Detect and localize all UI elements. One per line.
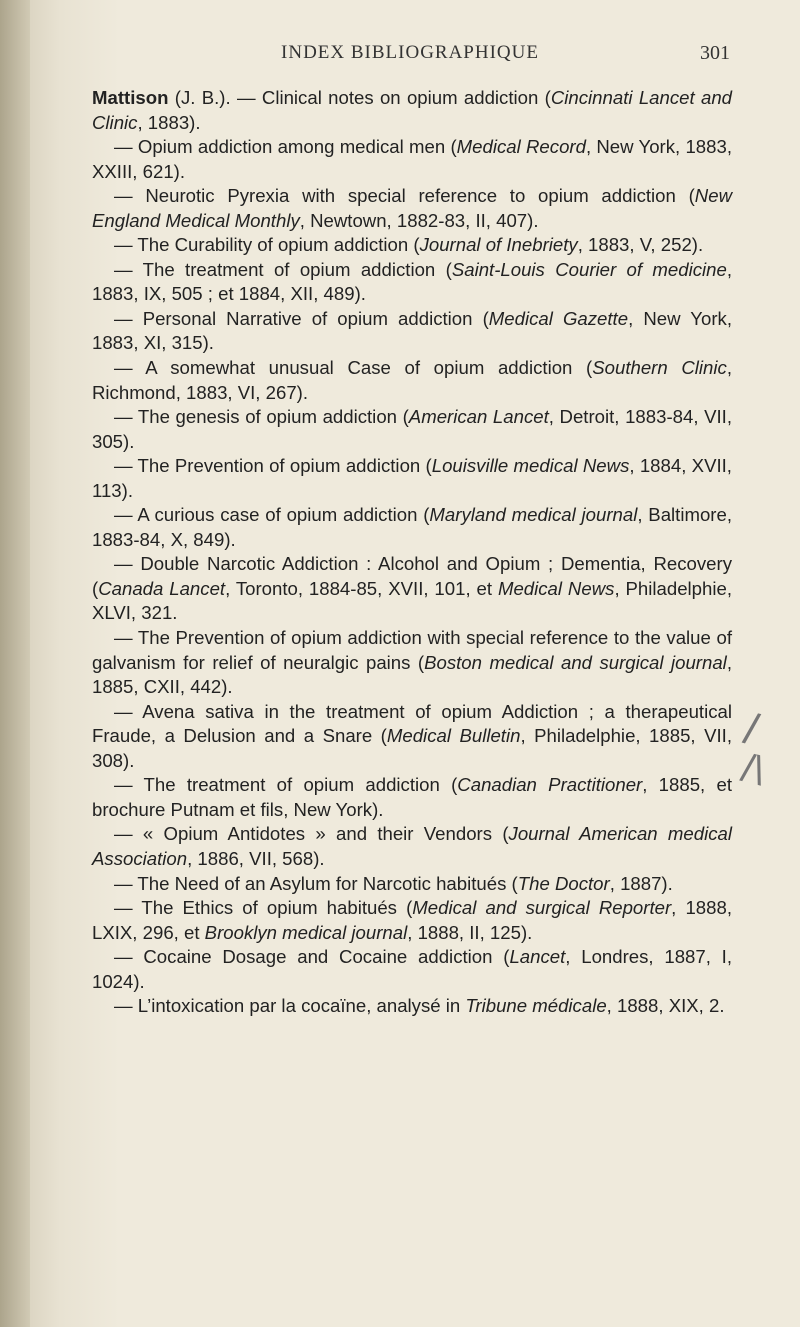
bibliography-entry <box>92 454 732 503</box>
entry-text: — The treatment of opium addiction ( <box>114 774 458 796</box>
journal-title: Saint-Louis Courier of medicine <box>451 258 727 280</box>
margin-mark-slash: / <box>739 704 764 755</box>
entry-citation: , 1883, V, 252). <box>577 234 704 256</box>
entry-citation: , Newtown, 1882-83, II, 407). <box>299 209 539 231</box>
entry-text: — Opium addiction among medical men ( <box>114 136 457 158</box>
entry-citation: , Londres, 1887, I, 1024). <box>92 946 733 992</box>
entry-text: — The Curability of opium addiction ( <box>114 234 420 256</box>
entry-text: — The treatment of opium addiction ( <box>114 258 452 280</box>
entry-citation: , 1883). <box>137 111 201 133</box>
bibliography-entry <box>92 405 732 454</box>
margin-mark-caret: /\ <box>737 745 770 795</box>
book-spine-shadow <box>0 0 30 1327</box>
bibliography-entry <box>92 626 732 700</box>
entry-citation: , 1887). <box>609 872 673 894</box>
bibliography-entry <box>92 184 732 233</box>
bibliography-entry <box>92 872 732 897</box>
entry-text: — Double Narcotic Addiction : Alcohol and Opium ; Dementia, Recovery ( <box>92 553 732 599</box>
entry-citation: , Philadelphie, 1885, VII, 308). <box>92 725 732 771</box>
journal-title: Medical Record <box>456 136 586 158</box>
journal-title: Lancet <box>509 946 566 968</box>
entry-text: — The Prevention of opium addiction with special reference to the value of galvanism for relief of neuralgic pains ( <box>92 627 732 673</box>
bibliography-entry <box>92 773 732 822</box>
journal-title: Medical and surgical Reporter <box>412 897 672 919</box>
bibliography-entry <box>92 86 732 135</box>
entry-text: — L’intoxication par la cocaïne, analysé in <box>114 995 466 1017</box>
entry-citation: , Richmond, 1883, VI, 267). <box>92 357 733 403</box>
author: Mattison <box>92 87 169 108</box>
entry-text: — Neurotic Pyrexia with special reference to opium addiction ( <box>114 185 695 207</box>
journal-title: Maryland medical journal <box>429 504 638 526</box>
entry-text: — Avena sativa in the treatment of opium Addiction ; a therapeutical Fraude, a Delusion and a Snare ( <box>92 700 732 747</box>
bibliography-entry <box>92 233 732 258</box>
journal-title: Boston medical and surgical journal <box>424 651 727 673</box>
entry-text: — The Need of an Asylum for Narcotic habitués ( <box>114 872 518 894</box>
entry-citation: , Detroit, 1883-84, VII, 305). <box>92 406 732 452</box>
bibliography-entry <box>92 822 732 871</box>
entry-citation: , Toronto, 1884-85, XVII, 101, et <box>225 577 498 599</box>
entry-citation: , 1886, VII, 568). <box>187 847 325 869</box>
entry-citation: , New York, 1883, XI, 315). <box>92 307 732 354</box>
entry-citation: , New York, 1883, XXIII, 621). <box>92 136 732 182</box>
entry-text: — « Opium Antidotes » and their Vendors ( <box>114 823 509 845</box>
entry-citation: , 1885, CXII, 442). <box>92 651 732 698</box>
entry-citation: , 1883, IX, 505 ; et 1884, XII, 489). <box>92 258 733 305</box>
entry-text: — Personal Narrative of opium addiction ( <box>114 307 489 329</box>
journal-title: Medical Gazette <box>488 307 629 329</box>
page-number: 301 <box>700 42 730 64</box>
bibliography-entry <box>92 258 732 307</box>
journal-title: Journal of Inebriety <box>419 234 578 256</box>
journal-title: Tribune médicale <box>465 995 607 1017</box>
journal-title: American Lancet <box>408 406 549 428</box>
journal-title: Medical News <box>497 577 615 599</box>
journal-title: Canadian Practitioner <box>457 774 643 796</box>
bibliography-entry <box>92 700 732 774</box>
entry-citation: , Baltimore, 1883-84, X, 849). <box>92 504 733 550</box>
page-header <box>90 42 730 72</box>
bibliography-entry <box>92 994 732 1019</box>
entry-citation: , 1888, II, 125). <box>407 921 533 943</box>
bibliography-entry <box>92 356 732 405</box>
journal-title: New England Medical Monthly <box>92 185 732 231</box>
entry-text: — A somewhat unusual Case of opium addiction ( <box>114 357 593 379</box>
running-title: INDEX BIBLIOGRAPHIQUE <box>281 42 539 63</box>
journal-title: Cincinnati Lancet and Clinic <box>92 87 732 133</box>
bibliography-entry <box>92 307 732 356</box>
entry-text: — The genesis of opium addiction ( <box>114 406 409 428</box>
journal-title: Canada Lancet <box>98 577 226 599</box>
bibliography-entry <box>92 945 732 994</box>
journal-title: Brooklyn medical journal <box>204 921 408 943</box>
journal-title: Journal American medical Association <box>92 823 733 869</box>
entry-text: — The Prevention of opium addiction ( <box>114 455 432 477</box>
journal-title: Louisville medical News <box>431 455 630 477</box>
journal-title: Southern Clinic <box>592 357 727 379</box>
entry-citation: , 1885, et brochure Putnam et fils, New York). <box>92 774 732 820</box>
entry-citation: , 1888, XIX, 2. <box>606 995 725 1017</box>
entry-citation: , 1888, LXIX, 296, et <box>92 897 732 943</box>
entry-text: — A curious case of opium addiction ( <box>114 504 430 526</box>
bibliography-entries <box>92 86 732 1019</box>
bibliography-entry <box>92 135 732 184</box>
entry-citation: , Philadelphie, XLVI, 321. <box>92 577 732 624</box>
bibliography-entry <box>92 896 732 945</box>
entry-text: (J. B.). — Clinical notes on opium addiction ( <box>168 87 551 108</box>
journal-title: The Doctor <box>517 872 610 894</box>
journal-title: Medical Bulletin <box>386 725 521 747</box>
entry-text: — Cocaine Dosage and Cocaine addiction ( <box>114 946 510 968</box>
bibliography-entry <box>92 552 732 626</box>
entry-text: — The Ethics of opium habitués ( <box>114 897 413 919</box>
entry-citation: , 1884, XVII, 113). <box>92 455 732 501</box>
bibliography-entry <box>92 503 732 552</box>
